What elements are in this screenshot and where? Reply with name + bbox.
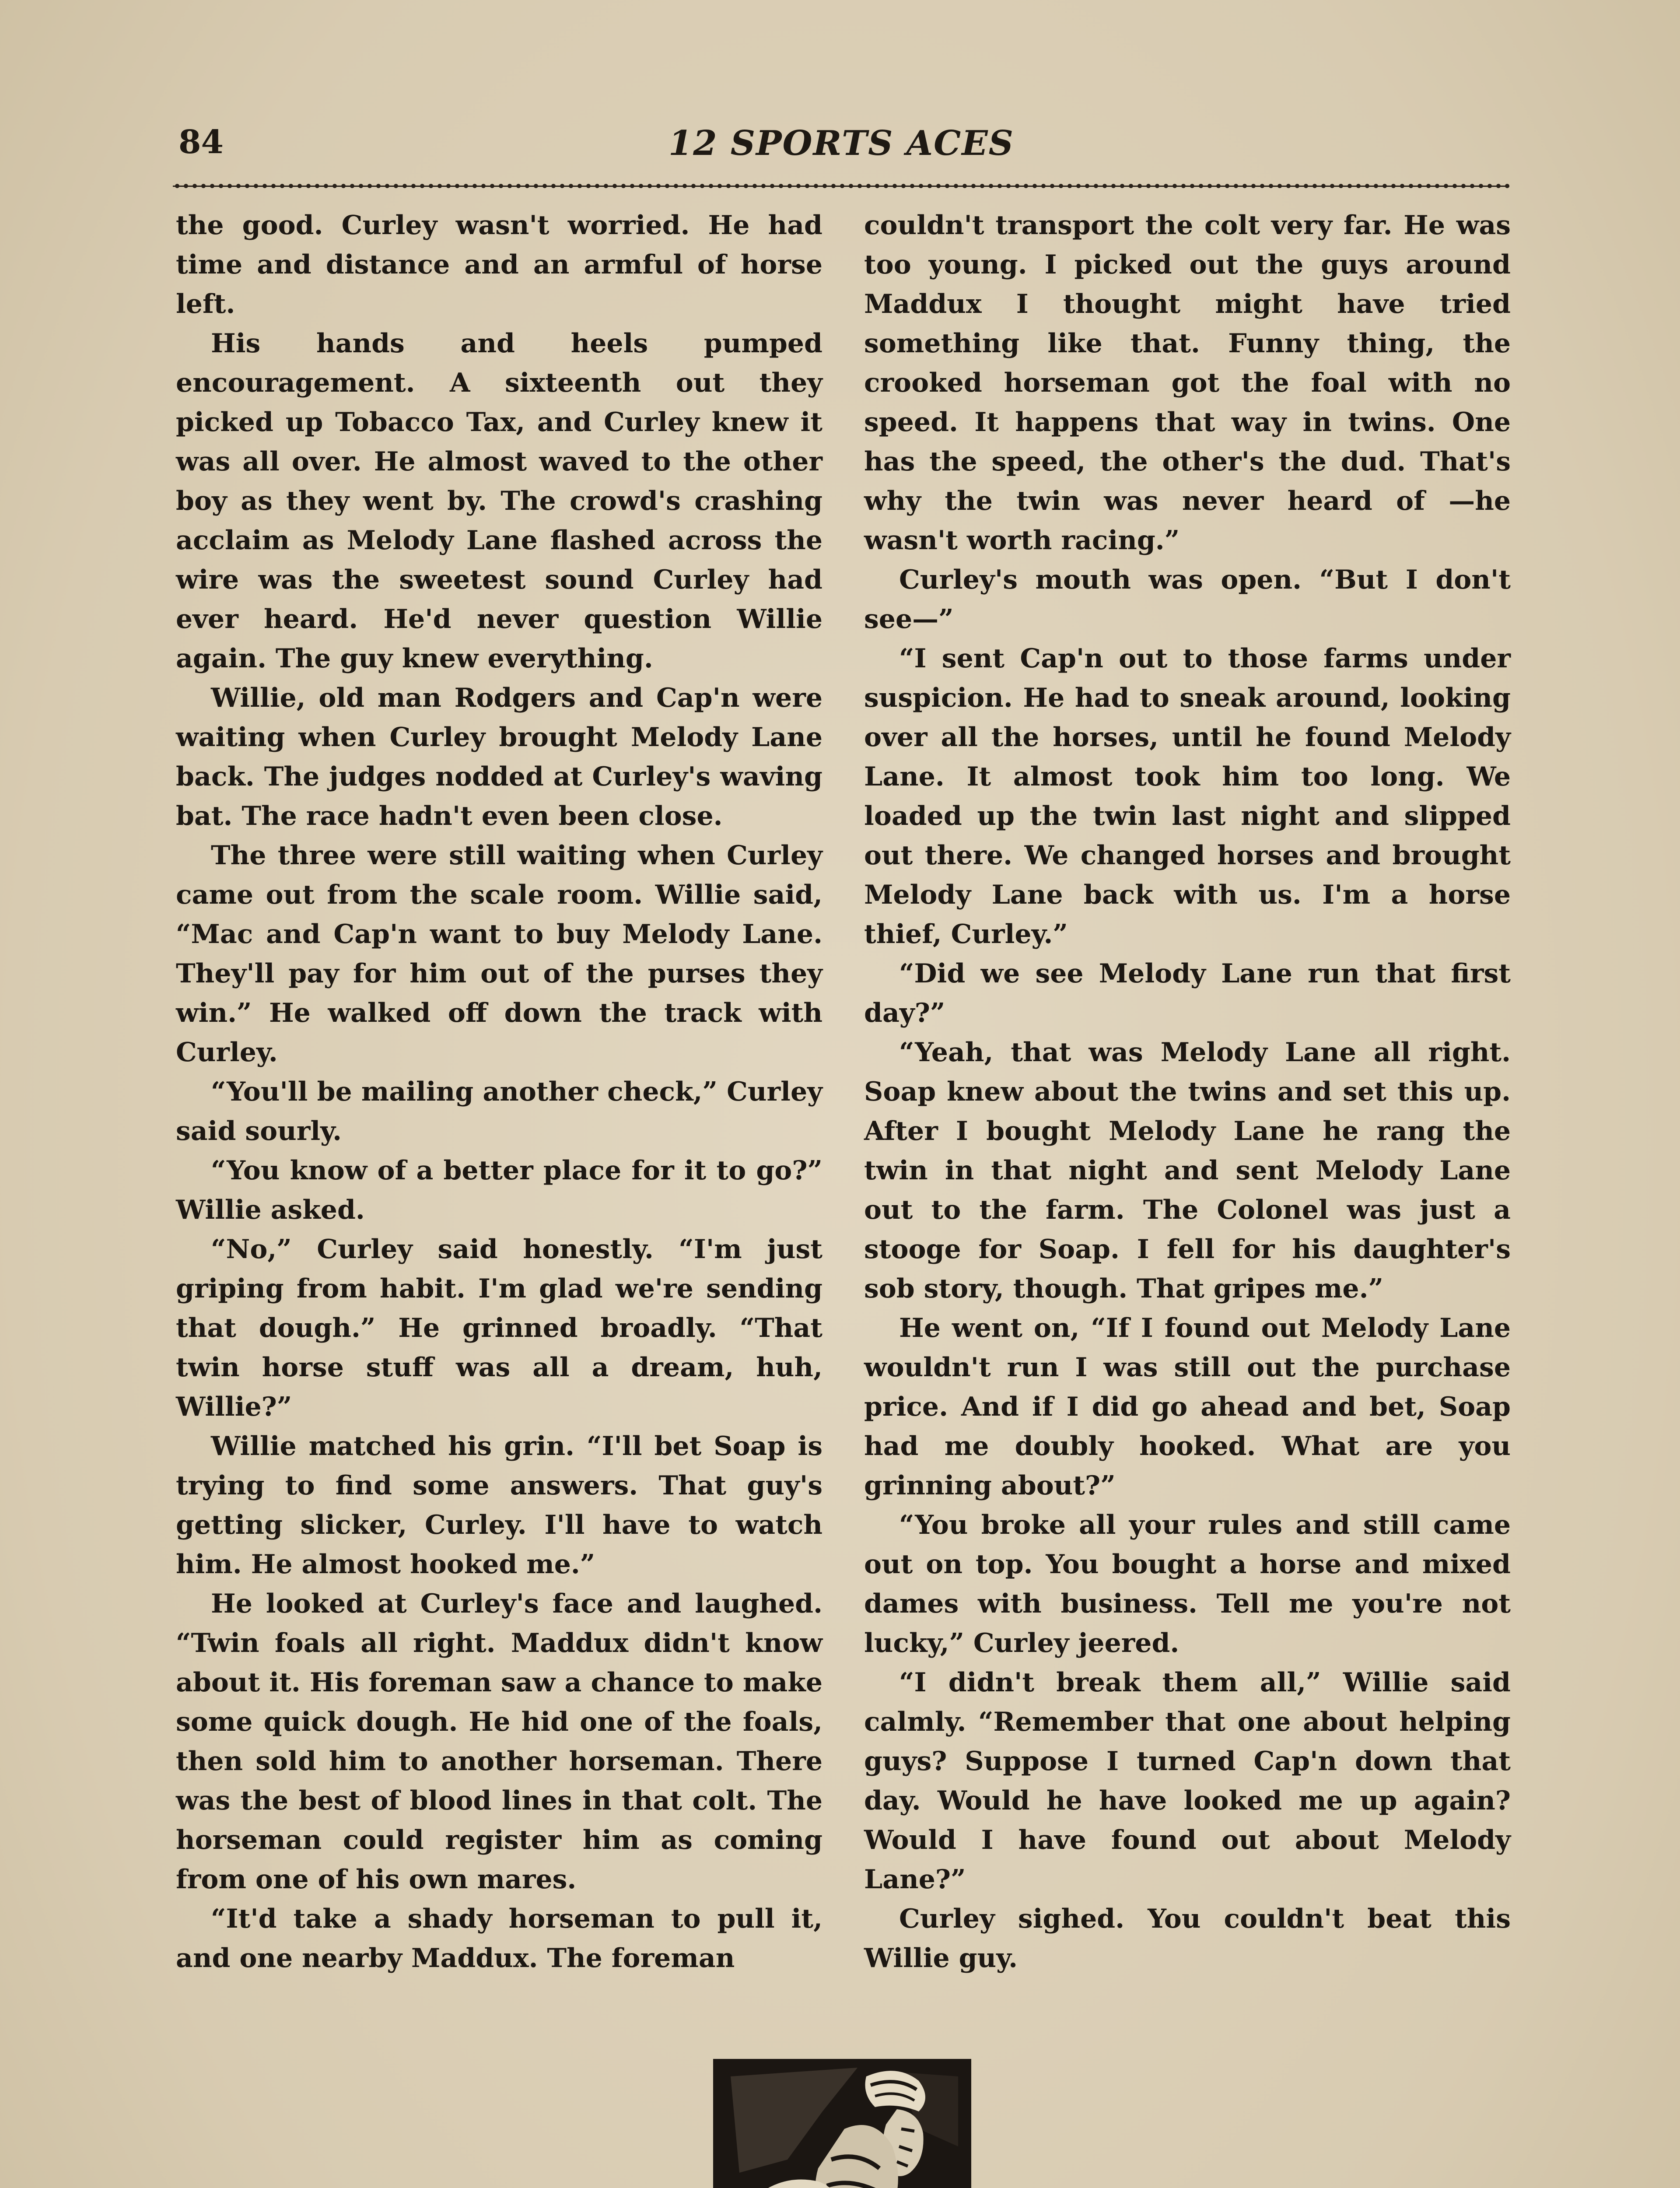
paragraph: He went on, “If I found out Melody Lane wouldn't run I was still out the purchase price. And if I did go ahead and bet, Soap had me doubly hooked. What are you grinning about?”: [864, 1313, 1511, 1501]
right-column: [864, 206, 1511, 1978]
paragraph: the good. Curley wasn't worried. He had time and distance and an armful of horse left.: [176, 210, 822, 319]
paragraph: “Yeah, that was Melody Lane all right. Soap knew about the twins and set this up. After I bought Melody Lane he rang the twin in that night and sent Melody Lane out to the farm. The Colonel was just a stooge for Soap. I fell for his daughter's sob story, though. That gripes me.”: [864, 1037, 1511, 1304]
paragraph: Curley sighed. You couldn't beat this Willie guy.: [864, 1904, 1511, 1974]
paragraph: “It'd take a shady horseman to pull it, and one nearby Maddux. The foreman: [176, 1904, 822, 1974]
jockey-riding-woodcut-icon: [713, 2059, 971, 2188]
paragraph: “Did we see Melody Lane run that first day?”: [864, 958, 1511, 1028]
paragraph: The three were still waiting when Curley came out from the scale room. Willie said, “Mac and Cap'n want to buy Melody Lane. They'll pay for him out of the purses they win.” He walked off down the track with Curley.: [176, 840, 822, 1068]
paragraph: Curley's mouth was open. “But I don't see—”: [864, 565, 1511, 635]
left-column: [176, 206, 822, 1978]
paragraph: His hands and heels pumped encouragement. A sixteenth out they picked up Tobacco Tax, and Curley knew it was all over. He almost waved to the other boy as they went by. The crowd's crashing acclaim as Melody Lane flashed across the wire was the sweetest sound Curley had ever heard. He'd never question Willie again. The guy knew everything.: [176, 328, 822, 674]
header-divider: [173, 183, 1509, 189]
paragraph: “I didn't break them all,” Willie said calmly. “Remember that one about helping guys? Suppose I turned Cap'n down that day. Would he have looked me up again? Would I have found out about Melody Lane?”: [864, 1667, 1511, 1895]
paragraph: “No,” Curley said honestly. “I'm just griping from habit. I'm glad we're sending that dough.” He grinned broadly. “That twin horse stuff was all a dream, huh, Willie?”: [176, 1234, 822, 1422]
page-header: [178, 123, 1504, 176]
page-number: 84: [178, 123, 224, 161]
paragraph: He looked at Curley's face and laughed. “Twin foals all right. Maddux didn't know about it. His foreman saw a chance to make some quick dough. He hid one of the foals, then sold him to another horseman. There was the best of blood lines in that colt. The horseman could register him as coming from one of his own mares.: [176, 1588, 822, 1895]
paragraph: couldn't transport the colt very far. He was too young. I picked out the guys around Maddux I thought might have tried something like that. Funny thing, the crooked horseman got the foal with no speed. It happens that way in twins. One has the speed, the other's the dud. That's why the twin was never heard of —he wasn't worth racing.”: [864, 210, 1511, 556]
paragraph: Willie, old man Rodgers and Cap'n were waiting when Curley brought Melody Lane back. The judges nodded at Curley's waving bat. The race hadn't even been close.: [176, 683, 822, 831]
paragraph: “I sent Cap'n out to those farms under suspicion. He had to sneak around, looking over all the horses, until he found Melody Lane. It almost took him too long. We loaded up the twin last night and slipped out there. We changed horses and brought Melody Lane back with us. I'm a horse thief, Curley.”: [864, 643, 1511, 950]
paragraph: “You'll be mailing another check,” Curley said sourly.: [176, 1076, 822, 1147]
paragraph: “You broke all your rules and still came out on top. You bought a horse and mixed dames with business. Tell me you're not lucky,” Curley jeered.: [864, 1510, 1511, 1659]
magazine-title: 12 SPORTS ACES: [668, 123, 1014, 163]
paragraph: Willie matched his grin. “I'll bet Soap is trying to find some answers. That guy's getting slicker, Curley. I'll have to watch him. He almost hooked me.”: [176, 1431, 822, 1580]
paragraph: “You know of a better place for it to go?” Willie asked.: [176, 1155, 822, 1225]
